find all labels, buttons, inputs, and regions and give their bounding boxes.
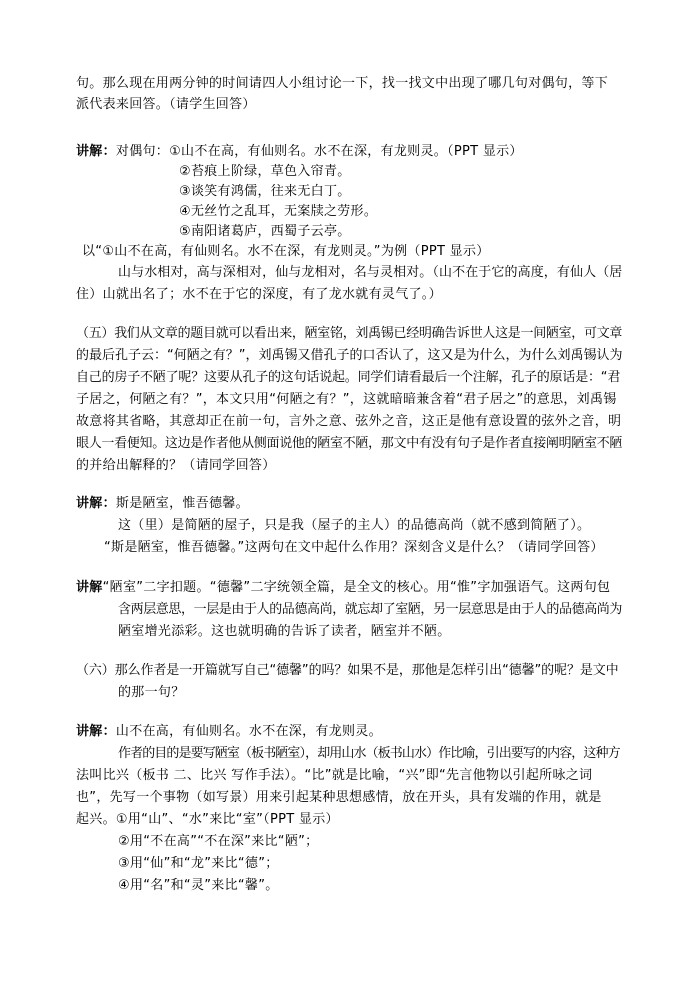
section6-line: 的那一句？ — [118, 685, 185, 700]
explain-2-line: 这（里）是简陋的屋子，只是我（屋子的主人）的品德高尚（就不感到简陋了）。 — [118, 518, 591, 533]
section5-line: 故意将其省略，其意却正在前一句，言外之意、弦外之音，这正是他有意设置的弦外之音，明 — [76, 414, 622, 429]
explain-label: 讲解 — [76, 580, 103, 595]
section5-line: 子居之，何陋之有？”，本文只用“何陋之有？”，这就暗暗兼含着“君子居之”的意思，刘禹锡 — [76, 392, 617, 407]
explain-4-line: ③用“仙”和“龙”来比“德”； — [118, 856, 279, 871]
example-note-line-1: 山与水相对，高与深相对，仙与龙相对，名与灵相对。（山不在于它的高度，有仙人（居 — [118, 265, 623, 280]
explain-3-line: 陋室增光添彩。这也就明确的告诉了读者，陋室并不陋。 — [118, 624, 451, 639]
couplet-item: ④无丝竹之乱耳，无案牍之劳形。 — [179, 204, 378, 219]
explain-1-first: 对偶句：①山不在高，有仙则名。水不在深，有龙则灵。（PPT 显示） — [115, 144, 523, 159]
section6-line: （六）那么作者是一开篇就写自己“德馨”的吗？如果不是，那他是怎样引出“德馨”的呢？是文中 — [76, 663, 619, 678]
section5-line: 的并给出解释的？（请同学回答） — [76, 458, 276, 473]
explain-3-line: 讲解“陋室”二字扣题。“德馨”二字统领全篇，是全文的核心。用“惟”字加强语气。这两句包 — [76, 580, 611, 595]
example-line: 以“①山不在高，有仙则名。水不在深，有龙则灵。”为例（PPT 显示） — [82, 244, 490, 259]
explain-4-line: 法叫比兴（板书 二、比兴 写作手法）。“比”就是比喻，“兴”即“先言他物以引起所咏之词 — [76, 768, 593, 783]
explain-4-line: 讲解：山不在高，有仙则名。水不在深，有龙则灵。 — [76, 724, 382, 739]
explain-4-line: ②用“不在高”“不在深”来比“陋”； — [118, 834, 319, 849]
section5-line: 的最后孔子云：“何陋之有？”，刘禹锡又借孔子的口否认了，这又是为什么，为什么刘禹锡认为 — [76, 348, 623, 363]
explain-4-line: 作者的目的是要写陋室（板书陋室），却用山水（板书山水）作比喻，引出要写的内容，这种方 — [118, 746, 620, 761]
couplet-item: ③谈笑有鸿儒，往来无白丁。 — [179, 184, 351, 199]
explain-label: 讲解： — [76, 724, 116, 739]
explain-label: 讲解： — [76, 144, 116, 159]
explain-2-line: 讲解：斯是陋室，惟吾德馨。 — [76, 496, 249, 511]
couplet-item: ②苔痕上阶绿，草色入帘青。 — [179, 164, 351, 179]
couplet-item: ⑤南阳诸葛庐，西蜀子云亭。 — [179, 224, 351, 239]
explain-1-line — [76, 144, 523, 160]
explain-label: 讲解： — [76, 496, 116, 511]
explain-4-line: ④用“名”和“灵”来比“馨”。 — [118, 878, 279, 893]
section5-line: 自己的房子不陋了呢？这要从孔子的这句话说起。同学们请看最后一个注解，孔子的原话是：“君 — [76, 370, 621, 385]
explain-4-line: 也”，先写一个事物（如写景）用来引起某种思想感情，放在开头，具有发端的作用，就是 — [76, 790, 602, 805]
section5-line: （五）我们从文章的题目就可以看出来，陋室铭，刘禹锡已经明确告诉世人这是一间陋室，可文章 — [76, 326, 623, 341]
intro-line-1: 句。那么现在用两分钟的时间请四人小组讨论一下，找一找文中出现了哪几句对偶句，等下 — [76, 76, 609, 91]
section5-line: 眼人一看便知。这边是作者他从侧面说他的陋室不陋，那文中有没有句子是作者直接阐明陋室不陋 — [76, 436, 623, 451]
intro-line-2: 派代表来回答。（请学生回答） — [76, 97, 256, 112]
explain-2-line: “斯是陋室，惟吾德馨。”这两句在文中起什么作用？深刻含义是什么？（请同学回答） — [104, 540, 604, 555]
example-note-line-2: 住）山就出名了；水不在于它的深度，有了龙水就有灵气了。） — [76, 287, 442, 302]
explain-3-line: 含两层意思，一层是由于人的品德高尚，就忘却了室陋，另一层意思是由于人的品德高尚为 — [118, 602, 623, 617]
explain-4-line: 起兴。①用“山”、“水”来比“室”（PPT 显示） — [76, 812, 339, 827]
